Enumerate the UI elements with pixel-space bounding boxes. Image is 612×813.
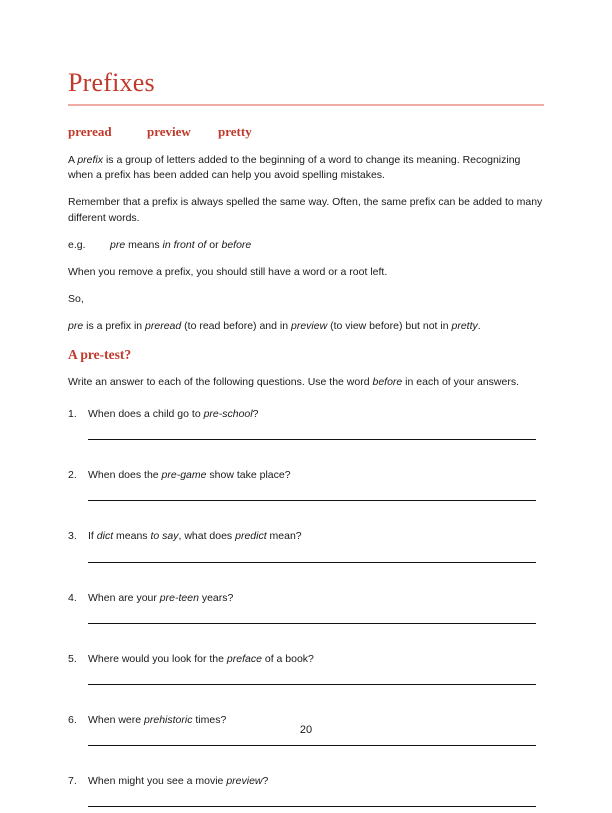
- question-text-pre: When are your: [88, 591, 160, 604]
- question-number: 1.: [68, 407, 77, 420]
- question-text-post: ?: [262, 775, 269, 788]
- question-text-mid-2: , what does: [178, 530, 236, 543]
- p5-word-pretty: pretty: [451, 320, 478, 333]
- p5-prefix: pre: [68, 320, 84, 333]
- answer-line[interactable]: [88, 500, 536, 501]
- title-divider: [68, 104, 544, 106]
- example-word-pretty: pretty: [218, 123, 252, 139]
- question-number: 7.: [68, 775, 77, 788]
- question-text: [88, 591, 544, 606]
- intro-p1-post: is a group of letters added to the beginning of a word to change its meaning. Recognizing when a prefix has been added can help you avoid spelling mistakes.: [68, 153, 521, 182]
- question-spacer: [68, 752, 544, 774]
- question-text-post: mean?: [266, 530, 302, 543]
- instruction-text-1: Write an answer to each of the following questions. Use the word: [68, 375, 373, 388]
- question-spacer: [68, 507, 544, 529]
- instruction-emphasis: before: [372, 375, 403, 388]
- example-or: or: [206, 238, 222, 251]
- question-text: [88, 407, 544, 422]
- intro-p1-pre: A: [68, 153, 78, 166]
- p5-text-4: .: [477, 320, 481, 333]
- question-text-post: times?: [192, 713, 227, 726]
- answer-line[interactable]: [88, 439, 536, 440]
- question-number: 4.: [68, 591, 77, 604]
- question-keyword: pre-teen: [159, 591, 199, 604]
- question-keyword-3: predict: [235, 530, 267, 543]
- question-item: [68, 529, 544, 562]
- p5-text-3: (to view before) but not in: [327, 320, 452, 333]
- question-text: [88, 652, 544, 667]
- question-text: [88, 529, 544, 544]
- page-title: Prefixes: [68, 68, 155, 97]
- section-heading-pretest: A pre-test?: [68, 346, 132, 362]
- page-number: 20: [299, 724, 313, 736]
- question-item: [68, 468, 544, 501]
- question-text-post: show take place?: [206, 469, 291, 482]
- intro-paragraph-5: [68, 319, 544, 334]
- question-line: [68, 652, 544, 667]
- example-word-preread: preread: [68, 123, 112, 139]
- question-line: [68, 407, 544, 422]
- answer-line[interactable]: [88, 806, 536, 807]
- example-prefix: pre: [110, 238, 126, 251]
- question-keyword: preview: [226, 775, 263, 788]
- example-word-preview: preview: [147, 123, 191, 139]
- question-text: [88, 468, 544, 483]
- question-keyword: pre-school: [203, 407, 253, 420]
- question-text-post: of a book?: [261, 652, 314, 665]
- intro-paragraph-2: Remember that a prefix is always spelled the same way. Often, the same prefix can be added to many different words.: [68, 196, 543, 224]
- question-keyword: pre-game: [161, 469, 207, 482]
- question-keyword: dict: [96, 530, 114, 543]
- question-keyword: prehistoric: [144, 713, 193, 726]
- question-number: 3.: [68, 530, 77, 543]
- intro-paragraph-3: When you remove a prefix, you should still have a word or a root left.: [68, 265, 388, 278]
- p5-text-2: (to read before) and in: [181, 320, 291, 333]
- question-spacer: [68, 569, 544, 591]
- question-number: 2.: [68, 469, 77, 482]
- question-text-post: ?: [252, 407, 259, 420]
- question-number: 6.: [68, 713, 77, 726]
- question-item: [68, 407, 544, 440]
- question-item: [68, 591, 544, 624]
- question-text-pre: When might you see a movie: [88, 775, 227, 788]
- answer-line[interactable]: [88, 684, 536, 685]
- question-text: [88, 774, 544, 789]
- instruction-text-2: in each of your answers.: [402, 375, 519, 388]
- example-word-row: [68, 124, 544, 140]
- question-text-pre: If: [88, 530, 97, 543]
- answer-line[interactable]: [88, 623, 536, 624]
- intro-paragraph-4: So,: [68, 293, 84, 306]
- question-keyword: preface: [226, 652, 262, 665]
- answer-line[interactable]: [88, 745, 536, 746]
- question-item: [68, 774, 544, 807]
- intro-paragraph-1: [68, 153, 544, 183]
- example-content: [110, 238, 251, 253]
- p5-word-preread: preread: [145, 320, 182, 333]
- question-text-pre: When were: [88, 713, 145, 726]
- question-text-pre: When does a child go to: [88, 407, 204, 420]
- question-line: [68, 529, 544, 544]
- question-text-mid: means: [113, 530, 151, 543]
- pretest-instruction: [68, 375, 544, 390]
- question-line: [68, 774, 544, 789]
- intro-p1-emphasis: prefix: [77, 153, 104, 166]
- question-item: [68, 652, 544, 685]
- question-text-pre: Where would you look for the: [88, 652, 227, 665]
- example-line: [68, 238, 544, 253]
- question-text-pre: When does the: [88, 469, 162, 482]
- example-label: e.g.: [68, 238, 86, 251]
- question-spacer: [68, 630, 544, 652]
- question-number: 5.: [68, 652, 77, 665]
- question-keyword-2: to say: [150, 530, 179, 543]
- question-text-post: years?: [198, 591, 234, 604]
- example-meaning-1: in front of: [162, 238, 207, 251]
- example-meaning-2: before: [221, 238, 252, 251]
- example-means: means: [125, 238, 163, 251]
- question-line: [68, 591, 544, 606]
- question-spacer: [68, 446, 544, 468]
- question-line: [68, 468, 544, 483]
- p5-text-1: is a prefix in: [83, 320, 146, 333]
- question-spacer: [68, 691, 544, 713]
- page-content: [68, 68, 544, 813]
- answer-line[interactable]: [88, 562, 536, 563]
- p5-word-preview: preview: [290, 320, 328, 333]
